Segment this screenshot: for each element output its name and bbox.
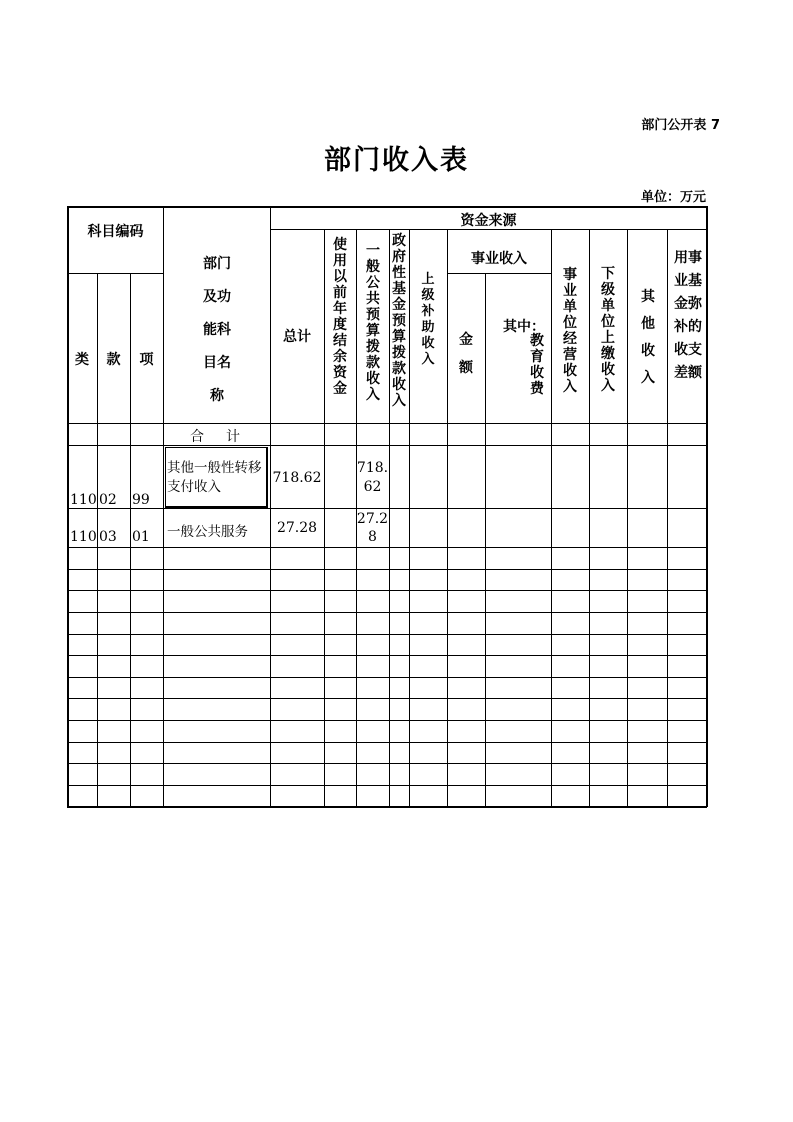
- superior-subsidy-header: 上级补助收入: [421, 272, 435, 367]
- of-which-label: 其中：: [503, 319, 545, 335]
- form-number: 部门公开表 7: [641, 118, 720, 133]
- business-fund-makeup-header: 用事业基金弥补的收支差额: [674, 250, 702, 381]
- dept-func-name-header: 部门 及功 能科 目名 称: [203, 256, 231, 404]
- fund-source-header: 资金来源: [460, 213, 517, 229]
- education-fee-header: 教育收费: [530, 333, 544, 397]
- row-lei: 110: [70, 492, 97, 508]
- total-row-label: 合 计: [190, 429, 244, 445]
- row-total: 27.28: [276, 520, 318, 536]
- xiang-header: 项: [139, 352, 154, 368]
- subordinate-turnover-header: 下级单位上缴收入: [601, 266, 615, 394]
- row-name: 其他一般性转移支付收入: [167, 460, 262, 495]
- row-name: 一般公共服务: [167, 524, 248, 540]
- row-xiang: 01: [132, 529, 150, 545]
- other-income-header: 其他收入: [641, 289, 655, 386]
- business-income-header: 事业收入: [471, 251, 527, 267]
- row-general-budget: 718.62: [356, 460, 389, 495]
- gov-fund-header: 政府性基金预算拨款收入: [392, 233, 406, 409]
- unit-label: 单位：万元: [640, 190, 706, 205]
- row-xiang: 99: [132, 492, 150, 508]
- total-header: 总计: [283, 329, 311, 345]
- lei-header: 类: [75, 352, 89, 368]
- row-general-budget: 27.28: [356, 511, 389, 545]
- prior-balance-header: 使用以前年度结余资金: [333, 237, 347, 397]
- row-lei: 110: [70, 529, 97, 545]
- general-budget-header: 一般公共预算拨款收入: [366, 243, 380, 403]
- business-unit-operation-header: 事业单位经营收入: [563, 267, 577, 395]
- row-kuan: 03: [99, 529, 117, 545]
- kuan-header: 款: [106, 352, 121, 368]
- row-total: 718.62: [272, 470, 322, 486]
- amount-header: 金额: [459, 332, 473, 376]
- page-title: 部门收入表: [324, 145, 469, 176]
- subject-code-header: 科目编码: [87, 224, 144, 240]
- row-kuan: 02: [99, 492, 117, 508]
